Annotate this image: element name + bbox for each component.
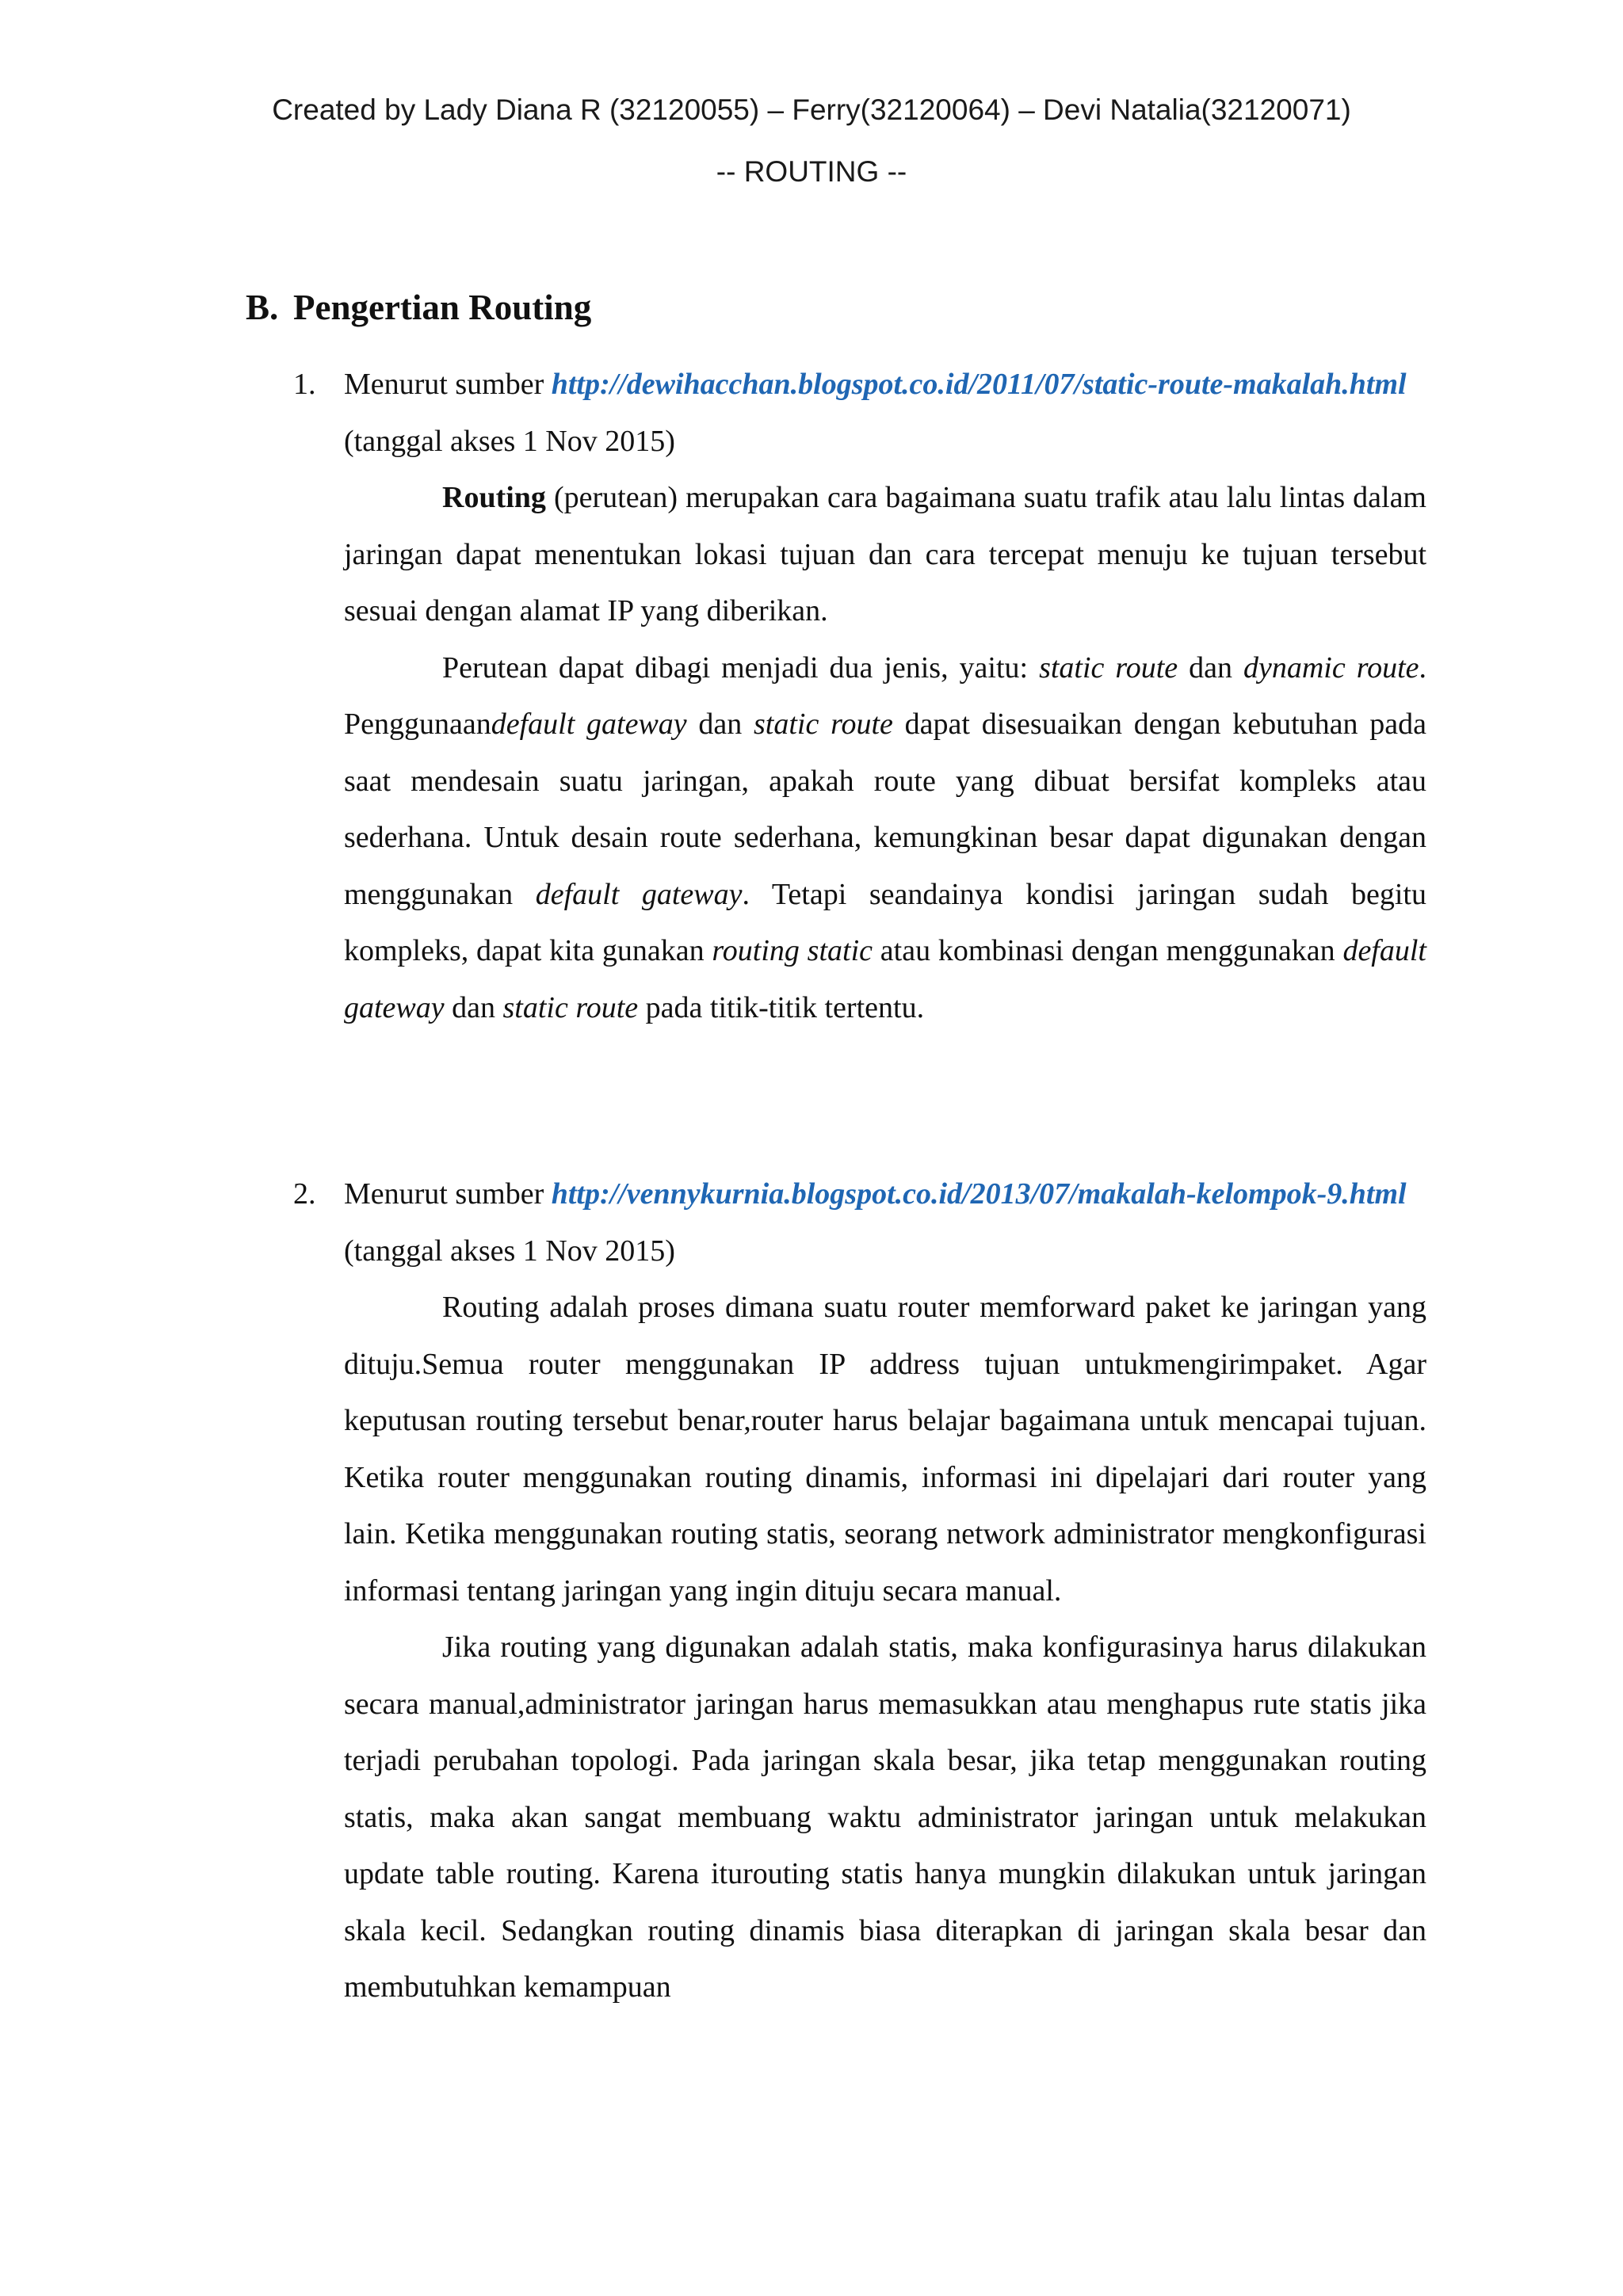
source-prefix: Menurut sumber (344, 368, 552, 401)
italic-term: static route (502, 990, 639, 1024)
paragraph (344, 470, 1426, 640)
italic-term: dynamic route (1243, 650, 1419, 685)
section-heading (246, 287, 591, 328)
paragraph-text: dan (686, 707, 754, 741)
source-link[interactable]: http://dewihacchan.blogspot.co.id/2011/07/static-route-makalah.html (551, 368, 1407, 401)
paragraph-text: dan (444, 990, 503, 1024)
paragraph: Routing adalah proses dimana suatu router memforward paket ke jaringan yang dituju.Semua router menggunakan IP address tujuan untukmengirimpaket. Agar keputusan routing tersebut benar,router harus belajar bagaimana untuk mencapai tujuan. Ketika router menggunakan routing dinamis, informasi ini dipelajari dari router yang lain. Ketika menggunakan routing statis, seorang network administrator mengkonfigurasi informasi tentang jaringan yang ingin dituju secara manual. (344, 1291, 1426, 1608)
page-header-topic: -- ROUTING -- (716, 155, 907, 188)
bold-term: Routing (442, 481, 546, 514)
access-date: (tanggal akses 1 Nov 2015) (344, 424, 675, 458)
section-letter: B. (246, 288, 279, 327)
italic-term: static route (1039, 650, 1178, 685)
list-item-body (344, 357, 1426, 1036)
italic-term: default gateway (491, 707, 687, 741)
italic-term: static route (754, 707, 893, 741)
source-prefix: Menurut sumber (344, 1177, 552, 1211)
paragraph: Jika routing yang digunakan adalah statis, maka konfigurasinya harus dilakukan secara manual,administrator jaringan harus memasukkan atau menghapus rute statis jika terjadi perubahan topologi. Pada jaringan skala besar, jika tetap menggunakan routing statis, maka akan sangat membuang waktu administrator jaringan untuk melakukan update table routing. Karena iturouting statis hanya mungkin dilakukan untuk jaringan skala kecil. Sedangkan routing dinamis biasa diterapkan di jaringan skala besar dan membutuhkan kemampuan (344, 1630, 1426, 2004)
list-number: 2. (293, 1177, 316, 1211)
access-date: (tanggal akses 1 Nov 2015) (344, 1234, 675, 1268)
paragraph-text: . Penggunaan (344, 650, 1427, 741)
paragraph-text: (perutean) merupakan cara bagaimana suatu trafik atau lalu lintas dalam jaringan dapat menentukan lokasi tujuan dan cara tercepat menuju ke tujuan tersebut sesuai dengan alamat IP yang diberikan. (344, 481, 1426, 627)
list-item (293, 357, 1426, 1036)
section-title: Pengertian Routing (293, 288, 592, 327)
paragraph-text: . Tetapi seandainya kondisi jaringan sudah begitu kompleks, dapat kita gunakan (344, 877, 1426, 967)
paragraph-text: Perutean dapat dibagi menjadi dua jenis, yaitu: (442, 650, 1040, 685)
paragraph (344, 640, 1426, 1037)
italic-term: default gateway (344, 934, 1426, 1024)
source-line (344, 1166, 1426, 1280)
source-line (344, 357, 1426, 470)
italic-term: default gateway (535, 877, 743, 911)
page-header-authors: Created by Lady Diana R (32120055) – Ferry(32120064) – Devi Natalia(32120071) (272, 93, 1351, 126)
paragraph-text: atau kombinasi dengan menggunakan (873, 934, 1343, 967)
list-item-body (344, 1166, 1426, 2016)
paragraph-text: dan (1178, 650, 1243, 685)
paragraph-text: pada titik-titik tertentu. (638, 990, 925, 1024)
source-link[interactable]: http://vennykurnia.blogspot.co.id/2013/07/makalah-kelompok-9.html (551, 1177, 1407, 1211)
italic-term: routing static (712, 934, 873, 967)
paragraph-text: dapat disesuaikan dengan kebutuhan pada saat mendesain suatu jaringan, apakah route yang dibuat bersifat kompleks atau sederhana. Untuk desain route sederhana, kemungkinan besar dapat digunakan dengan menggunakan (344, 707, 1426, 911)
list-number: 1. (293, 368, 316, 401)
list-item (293, 1166, 1426, 2016)
